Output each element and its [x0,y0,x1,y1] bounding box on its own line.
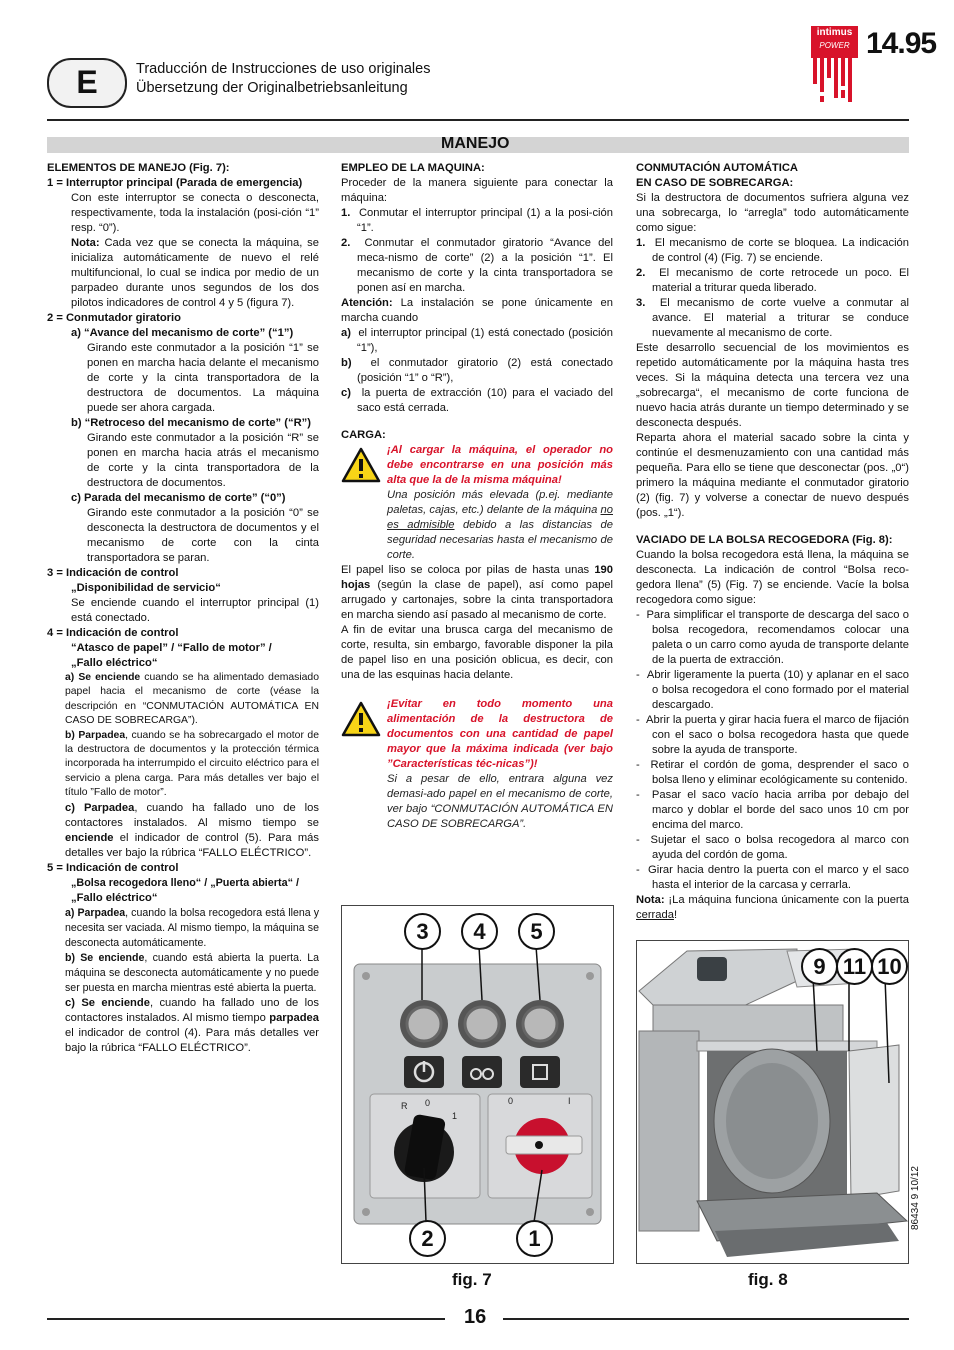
callout-5: 5 [518,913,555,950]
fig8-image [636,940,909,1264]
model-number: 14.95 [866,27,937,60]
switch-left-mark-0: 0 [425,1098,431,1108]
list-item: - Abrir la puerta y girar hacia fuera el marco de fijación con el saco o bolsa recogedora hasta que quede sobre la ayuda de transporte. [636,714,909,756]
column-2: EMPLEO DE LA MAQUINA: Proceder de la manera siguiente para conectar la máquina: 1. Conmutar el interruptor principal (1) a la posi-ción “1”. 2. Conmutar el conmutador giratorio “Avance del meca-nismo de corte” (2) a la posición “1”. El mecanismo de corte y la cinta transportadora se ponen así en marcha. Atención: La instalación se pone únicamente en marcha cuando a) el interruptor principal (1) está conectado (posición “1”), b) el conmutador giratorio (2) está conectado (posición “1” o “R”), c) la puerta de extracción (10) para el vaciado del saco está cerrada. CARGA: ¡Al cargar la máquina, el operador no debe encontrarse en una posición más alta que la de la misma máquina! Una posición más elevada (p.ej. mediante paletas, cajas, etc.) delante de la máquina no es admisible debido a las distancias de seguridad necesarias hasta el mecanismo de corte. El papel liso se coloca por pilas de hasta unas 190 hojas (según la clase de papel), así como papel arrugado y cartonajes, sobre la cinta transportadora en marcha siendo así pasado al mecanismo de corte. A fin de evitar una brusca carga del mecanismo de corte, resulta, sin embargo, favorable disponer la pila de papel liso en una posición oblicua, es decir, con una de las esquinas hacia delante. ¡Evitar en todo momento una alimentación de la destructora de documentos con una cantidad de papel mayor que la máxima indicada (ver bajo ”Características téc-nicas”)! Si a pesar de ello, entrara alguna vez demasi-ado papel en el mecanismo de corte, ver bajo “CONMUTACIÓN AUTOMÁTICA EN CASO DE SOBRECARGA”. [341,162,613,830]
list-item: - Girar hacia dentro la puerta con el marco y el saco hasta el interior de la carcasa y cerrarla. [636,864,909,891]
switch-left-mark-r: R [401,1101,408,1111]
callout-1: 1 [516,1220,553,1257]
bullet-list [636,608,909,893]
callout-10: 10 [871,948,908,985]
section-bar [47,137,909,153]
document-code: 86434 9 10/12 [910,1166,921,1230]
callout-2: 2 [409,1220,446,1257]
callout-11: 11 [836,948,873,985]
language-badge: E [47,58,127,108]
callout-4: 4 [461,913,498,950]
column-1: ELEMENTOS DE MANEJO (Fig. 7): 1 = Interruptor principal (Parada de emergencia) Con este interruptor se conecta o desconecta, respectivamente, toda la instalación (posi-ción “1” resp. “0”). Nota: Cada vez que se conecta la máquina, se inicializa automáticamente de nuevo el relé multifuncional, lo cual se indica por medio de un parpadeo durante unos segundos de los dos pilotos indicadores de control 4 y 5 (figura 7). 2 = Conmutador giratorio a) “Avance del mecanismo de corte” (“1”) Girando este conmutador a la posición “1” se ponen en marcha hacia delante el mecanismo de corte y la cinta transportadora de la destructora de documentos. La máquina puede ser ahora cargada. b) “Retroceso del mecanismo de corte” (“R”) Girando este conmutador a la posición “R” se ponen en marcha hacia atrás el mecanismo de corte y la cinta transportadora de la destructora de documentos. c) Parada del mecanismo de corte” (“0”) Girando este conmutador a la posición “0” se desconecta la destructora de documentos y el mecanismo de corte con la cinta transportadora se paran. 3 = Indicación de control „Disponibilidad de servicio“ Se enciende cuando el interruptor principal (1) está conectado. 4 = Indicación de control “Atasco de papel” / “Fallo de motor” / „Fallo eléctrico“ a) Se enciende cuando se ha alimentado demasiado papel hacia el mecanismo de corte (véase la descripción en “CONMUTACIÓN AUTOMÁTICA EN CASO DE SOBRECARGA”). b) Parpadea, cuando se ha sobrecargado el motor de la destructora de documentos y la protección térmica incorporada ha interrumpido el circuito eléctrico para el servicio a plena carga. Para más detalles ver bajo el título ”Fallo de motor”. c) Parpadea, cuando ha fallado uno de los contactores instalados. Al mismo tiempo se enciende el indicador de control (5). Para más detalles ver bajo la rúbrica “FALLO ELÉCTRICO”. 5 = Indicación de control „Bolsa recogedora lleno“ / „Puerta abierta“ / „Fallo eléctrico“ a) Parpadea, cuando la bolsa recogedora está llena y necesita ser vaciada. Al mismo tiempo, la máquina se desconecta automáticamente. b) Se enciende, cuando está abierta la puerta. La máquina se desconecta automáticamente y no puede ser puesta en marcha mientras esté abierta la puerta. c) Se enciende, cuando ha fallado uno de los contactores instalados. Al mismo tiempo parpadea el indicador de control (4). Para más detalles ver bajo la rúbrica “FALLO ELÉCTRICO”. [47,162,320,1054]
callout-3: 3 [404,913,441,950]
fig7-label: fig. 7 [452,1270,492,1289]
switch-right-mark-0: 0 [508,1096,514,1106]
switch-left-mark-1: 1 [452,1111,458,1121]
list-item: - Para simplificar el transporte de descarga del saco o bolsa recogedora, recomendamos colocar una paleta o un carro como ayuda de transporte delante de la puerta de extracción. [636,609,909,666]
warning-icon [341,447,381,483]
list-item: - Retirar el cordón de goma, desprender el saco o bolsa lleno y eliminar ecológicamente su contenido. [636,759,909,786]
control-panel-illustration [342,906,613,1263]
switch-right-mark-i: I [568,1096,571,1106]
footer-rule-right [503,1318,909,1320]
brand-logo: intimus POWER [811,26,858,58]
header-rule [47,119,909,121]
warning-icon [341,701,381,737]
page-number: 16 [464,1306,487,1328]
fig8-label: fig. 8 [748,1270,788,1289]
list-item: - Pasar el saco vacío hacia arriba por debajo del marco y doblar el borde del saco unos 10 cm por encima del marco. [636,789,909,831]
callout-9: 9 [801,948,838,985]
list-item: - Sujetar el saco o bolsa recogedora al marco con ayuda del cordón de goma. [636,834,909,861]
header-line-1: Traducción de Instrucciones de uso originales [136,61,431,77]
list-item: - Abrir ligeramente la puerta (10) y aplanar en el saco o bolsa recogedora el cono formado por el material descargado. [636,669,909,711]
shredder-illustration [637,941,908,1263]
footer-rule-left [47,1318,445,1320]
section-title: MANEJO [441,135,510,152]
header-titles [136,60,430,98]
fig7-image [341,905,614,1264]
header-line-2: Übersetzung der Originalbetriebsanleitung [136,80,408,96]
column-3: CONMUTACIÓN AUTOMÁTICA EN CASO DE SOBRECARGA: Si la destructora de documentos sufriera alguna vez una sobrecarga, lo “arregla” todo automáticamente como sigue: 1. El mecanismo de corte se bloquea. La indicación de control (4) (Fig. 7) se enciende. 2. El mecanismo de corte retrocede un poco. El material a triturar queda liberado. 3. El mecanismo de corte vuelve a conmutar al avance. El material a triturar se conduce nuevamente al mecanismo de corte. Este desarrollo secuencial de los movimientos es repetido automáticamente por la máquina hasta tres veces. Si la máquina detecta una tercera vez una „sobrecarga“, el mecanismo de corte funciona de nuevo hacia atrás durante un tiempo determinado y se desconecta después. Reparta ahora el material sacado sobre la cinta y continúe el desmenuzamiento con una cantidad más pequeña. Para ello se tiene que desconectar (pos. „0“) primero la máquina mediante el conmutador giratorio (2) (fig. 7) y volverse a conectar de nuevo después (pos. „1“). VACIADO DE LA BOLSA RECOGEDORA (Fig. 8): Cuando la bolsa recogedora está llena, la máquina se desconecta. La indicación de control “Bolsa reco-gedora llena” (5) (Fig. 7) se enciende. Vacíe la bolsa recogedora como sigue: - Para simplificar el transporte de descarga del saco o bolsa recogedora, recomendamos colocar una paleta o un carro como ayuda de transporte delante de la puerta de extracción. - Abrir ligeramente la puerta (10) y aplanar en el saco o bolsa recogedora el cono formado por el material descargado. - Abrir la puerta y girar hacia fuera el marco de fijación con el saco o bolsa recogedora hasta que quede sobre la ayuda de transporte. - Retirar el cordón de goma, desprender el saco o bolsa lleno y eliminar ecológicamente su contenido. - Pasar el saco vacío hacia arriba por debajo del marco y doblar el borde del saco unos 10 cm por encima del marco. - Sujetar el saco o bolsa recogedora al marco con ayuda del cordón de goma. - Girar hacia dentro la puerta con el marco y el saco hasta el interior de la carcasa y cerrarla. Nota: ¡La máquina funciona únicamente con la puerta cerrada! [636,162,910,921]
logo-shred-icon [811,58,858,106]
